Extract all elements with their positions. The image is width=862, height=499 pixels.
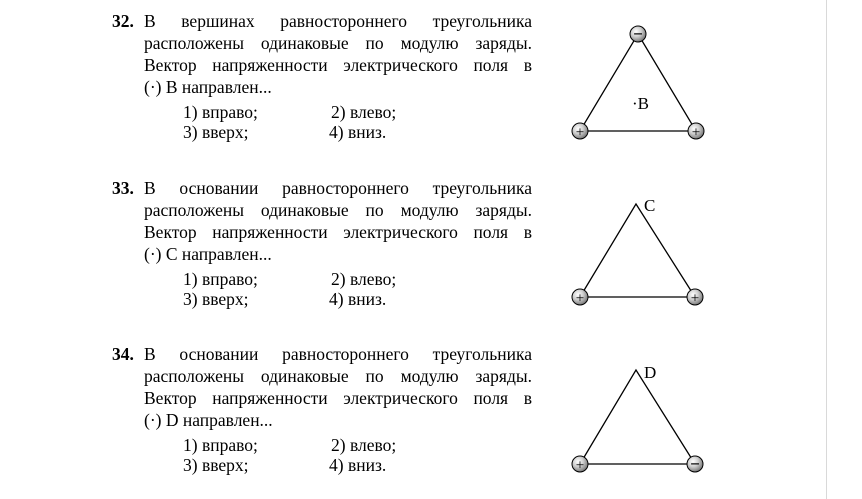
svg-text:−: − xyxy=(690,454,700,474)
triangle-diagram-32 xyxy=(560,22,710,144)
triangle-outline xyxy=(580,370,695,464)
problem-text-line xyxy=(112,221,532,243)
answer-option-4: 4) вниз. xyxy=(329,289,387,309)
problem-text: (·) D направлен... xyxy=(144,410,273,430)
answer-options xyxy=(183,435,532,475)
charge-bottom-left xyxy=(572,456,588,474)
problem-text: В основании равностороннего треугольника xyxy=(144,178,532,198)
problem-text-line xyxy=(112,32,532,54)
answer-option-3: 3) вверх; xyxy=(183,122,249,142)
problem-text: (·) C направлен... xyxy=(144,244,272,264)
problem-text: Вектор напряженности электрического поля в xyxy=(144,55,532,75)
problem-text-line xyxy=(112,409,532,431)
answer-option-2: 2) влево; xyxy=(331,269,397,289)
answer-option-1: 1) вправо; xyxy=(183,269,258,289)
svg-text:+: + xyxy=(575,290,585,307)
answer-option-4: 4) вниз. xyxy=(329,122,387,142)
triangle-outline xyxy=(580,34,696,131)
answer-options xyxy=(183,269,532,309)
problem-number: 33. xyxy=(112,178,134,198)
problem-text: В основании равностороннего треугольника xyxy=(144,344,532,364)
triangle-diagram-34 xyxy=(560,357,710,479)
problem-text-line xyxy=(112,199,532,221)
svg-text:+: + xyxy=(575,457,585,474)
charge-bottom-right xyxy=(688,123,704,141)
problem-text-line xyxy=(112,177,532,199)
triangle-diagram-33 xyxy=(560,190,710,312)
problem-text: Вектор напряженности электрического поля в xyxy=(144,222,532,242)
problem-text: расположены одинаковые по модулю заряды. xyxy=(144,33,532,53)
answer-option-1: 1) вправо; xyxy=(183,102,258,122)
charge-top xyxy=(630,25,646,44)
charge-bottom-left xyxy=(572,289,588,307)
page-edge-divider xyxy=(826,0,827,499)
problem-34 xyxy=(112,343,532,475)
charge-bottom-left xyxy=(572,123,588,141)
problem-text: (·) B направлен... xyxy=(144,77,272,97)
answer-option-2: 2) влево; xyxy=(331,102,397,122)
problem-text-line xyxy=(112,10,532,32)
problem-number: 34. xyxy=(112,344,134,364)
point-label-d: D xyxy=(644,363,657,382)
problem-text-line xyxy=(112,365,532,387)
triangle-outline xyxy=(580,204,695,297)
answer-option-4: 4) вниз. xyxy=(329,455,387,475)
answer-options xyxy=(183,102,532,142)
problem-text-line xyxy=(112,387,532,409)
answer-option-3: 3) вверх; xyxy=(183,289,249,309)
problem-text-line xyxy=(112,76,532,98)
svg-text:−: − xyxy=(633,24,643,44)
problem-text-line xyxy=(112,343,532,365)
problem-text: В вершинах равностороннего треугольника xyxy=(144,11,532,31)
point-label-b: ·B xyxy=(632,94,649,113)
answer-option-1: 1) вправо; xyxy=(183,435,258,455)
answer-option-3: 3) вверх; xyxy=(183,455,249,475)
svg-text:+: + xyxy=(575,124,585,141)
problem-number: 32. xyxy=(112,11,134,31)
point-label-c: C xyxy=(644,196,656,215)
svg-text:+: + xyxy=(691,124,701,141)
charge-bottom-right xyxy=(687,289,703,307)
problem-text: расположены одинаковые по модулю заряды. xyxy=(144,366,532,386)
problem-text-line xyxy=(112,54,532,76)
svg-text:+: + xyxy=(690,290,700,307)
problem-32 xyxy=(112,10,532,142)
answer-option-2: 2) влево; xyxy=(331,435,397,455)
problem-text-line xyxy=(112,243,532,265)
problem-33 xyxy=(112,177,532,309)
problem-text: расположены одинаковые по модулю заряды. xyxy=(144,200,532,220)
charge-bottom-right xyxy=(687,455,703,474)
problem-text: Вектор напряженности электрического поля в xyxy=(144,388,532,408)
